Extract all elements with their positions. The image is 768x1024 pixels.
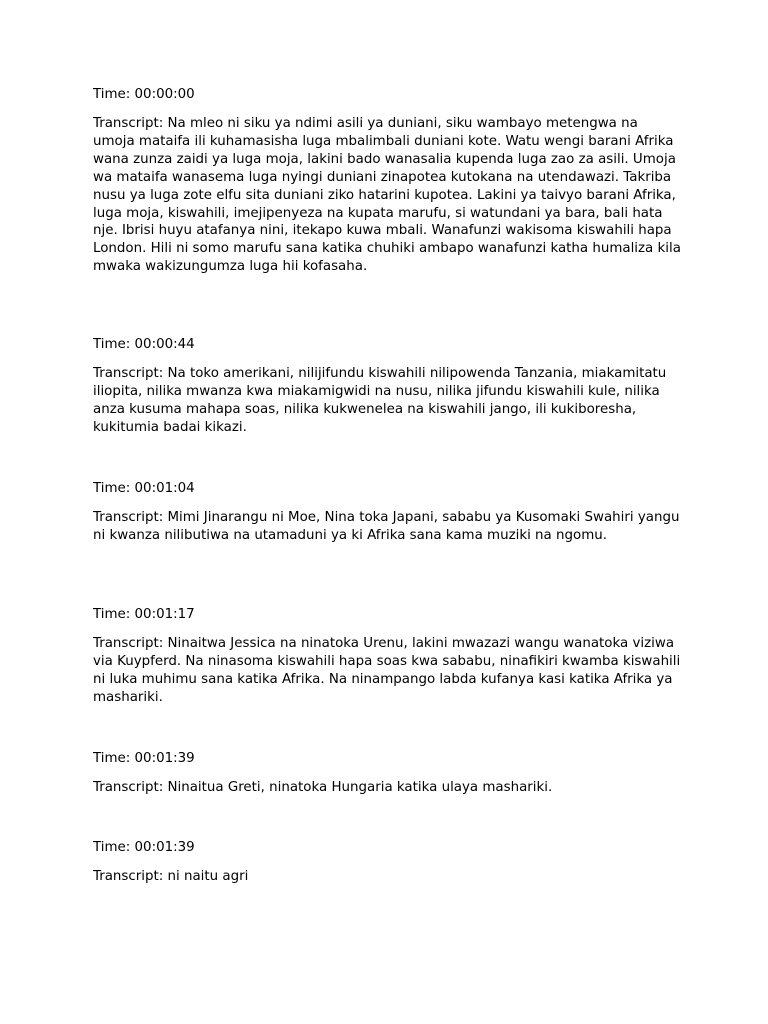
transcript-entry (93, 480, 683, 545)
transcript-entry (93, 86, 683, 276)
transcript-entry (93, 839, 683, 886)
entry-transcript: Transcript: Na toko amerikani, nilijifundu kiswahili nilipowenda Tanzania, miakamitatu iliopita, nilika mwanza kwa miakamigwidi na nusu, nilika jifundu kiswahili kule, nilika anza kusuma mahapa soas, nilika kukwenelea na kiswahili jango, ili kukiboresha, kukitumia badai kikazi. (93, 366, 667, 435)
transcript-entry (93, 750, 683, 797)
entry-time: Time: 00:01:39 (93, 840, 195, 855)
entry-transcript: Transcript: Ninaitua Greti, ninatoka Hungaria katika ulaya mashariki. (93, 780, 553, 795)
entry-time: Time: 00:01:04 (93, 481, 195, 496)
entry-time: Time: 00:00:44 (93, 337, 195, 352)
entry-time: Time: 00:01:17 (93, 607, 195, 622)
entry-transcript: Transcript: Na mleo ni siku ya ndimi asili ya duniani, siku wambayo metengwa na umoja mataifa ili kuhamasisha luga mbalimbali duniani kote. Watu wengi barani Afrika wana zunza zaidi ya luga moja, lakini bado wanasalia kupenda luga zao za asili. Umoja wa mataifa wanasema luga nyingi duniani zinapotea kutokana na utendawazi. Takriba nusu ya luga zote elfu sita duniani ziko hatarini kupotea. Lakini ya taivyo barani Afrika, luga moja, kiswahili, imejipenyeza na kupata marufu, si watundani ya bara, bali hata nje. Ibrisi huyu atafanya nini, itekapo kuwa mbali. Wanafunzi wakisoma kiswahili hapa London. Hili ni somo marufu sana katika chuhiki ambapo wanafunzi katha humaliza kila mwaka wakizungumza luga hii kofasaha. (93, 116, 681, 275)
entry-time: Time: 00:01:39 (93, 751, 195, 766)
entry-transcript: Transcript: ni naitu agri (93, 869, 249, 884)
entry-transcript: Transcript: Mimi Jinarangu ni Moe, Nina toka Japani, sababu ya Kusomaki Swahiri yangu ni kwanza nilibutiwa na utamaduni ya ki Afrika sana kama muziki na ngomu. (93, 510, 680, 543)
transcript-entry (93, 606, 683, 707)
transcript-entry (93, 336, 683, 437)
entry-time: Time: 00:00:00 (93, 87, 195, 102)
entry-transcript: Transcript: Ninaitwa Jessica na ninatoka Urenu, lakini mwazazi wangu wanatoka viziwa via Kuypferd. Na ninasoma kiswahili hapa soas kwa sababu, ninafikiri kwamba kiswahili ni luka muhimu sana katika Afrika. Na ninampango labda kufanya kasi katika Afrika ya mashariki. (93, 636, 681, 705)
